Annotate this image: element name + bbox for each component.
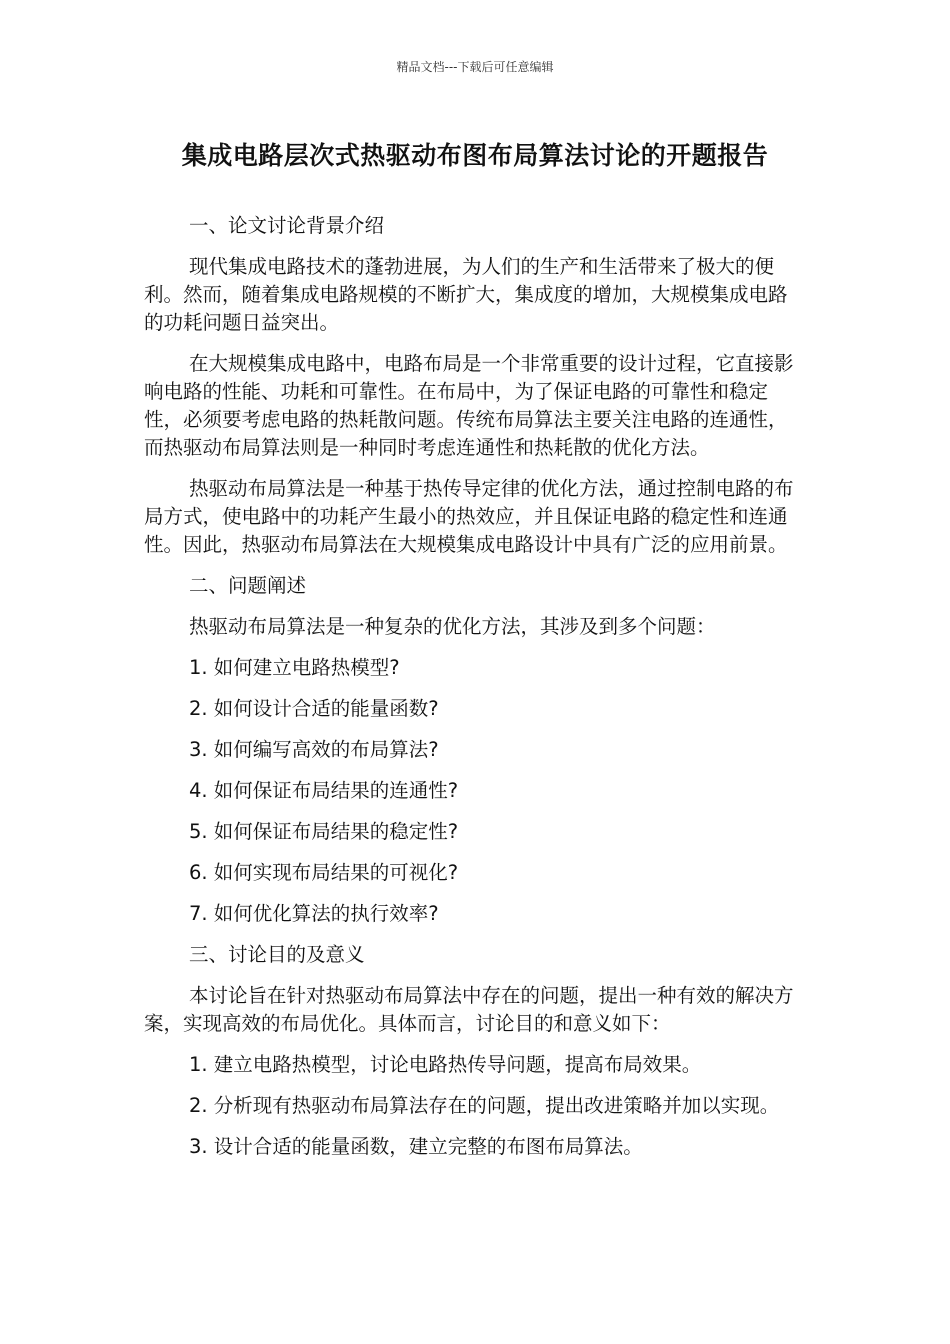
list-item: 7. 如何优化算法的执行效率? — [189, 902, 439, 925]
list-item: 6. 如何实现布局结果的可视化? — [189, 861, 459, 884]
list-item: 2. 分析现有热驱动布局算法存在的问题，提出改进策略并加以实现。 — [189, 1094, 780, 1117]
paragraph-problem-intro: 热驱动布局算法是一种复杂的优化方法，其涉及到多个问题： — [189, 615, 716, 638]
list-item: 3. 设计合适的能量函数，建立完整的布图布局算法。 — [189, 1135, 643, 1158]
section-heading-problem: 二、问题阐述 — [189, 574, 307, 597]
paragraph-background-1: 现代集成电路技术的蓬勃进展，为人们的生产和生活带来了极大的便利。然而，随着集成电路规模的不断扩大，集成度的增加，大规模集成电路的功耗问题日益突出。 — [144, 255, 788, 334]
list-item: 1. 如何建立电路热模型? — [189, 656, 400, 679]
page-header: 精品文档---下载后可任意编辑 — [396, 60, 554, 74]
document-title: 集成电路层次式热驱动布图布局算法讨论的开题报告 — [181, 141, 769, 170]
list-item: 3. 如何编写高效的布局算法? — [189, 738, 439, 761]
section-heading-background: 一、论文讨论背景介绍 — [189, 214, 385, 237]
list-item: 2. 如何设计合适的能量函数? — [189, 697, 439, 720]
paragraph-background-3: 热驱动布局算法是一种基于热传导定律的优化方法，通过控制电路的布局方式，使电路中的功耗产生最小的热效应，并且保证电路的稳定性和连通性。因此，热驱动布局算法在大规模集成电路设计中具有广泛的应用前景。 — [144, 477, 794, 556]
paragraph-purpose-intro: 本讨论旨在针对热驱动布局算法中存在的问题，提出一种有效的解决方案，实现高效的布局优化。具体而言，讨论目的和意义如下： — [144, 984, 794, 1035]
list-item: 1. 建立电路热模型，讨论电路热传导问题，提高布局效果。 — [189, 1053, 702, 1076]
section-heading-purpose: 三、讨论目的及意义 — [189, 943, 365, 966]
paragraph-background-2: 在大规模集成电路中，电路布局是一个非常重要的设计过程，它直接影响电路的性能、功耗和可靠性。在布局中，为了保证电路的可靠性和稳定性，必须要考虑电路的热耗散问题。传统布局算法主要关注电路的连通性，而热驱动布局算法则是一种同时考虑连通性和热耗散的优化方法。 — [144, 352, 794, 459]
list-item: 5. 如何保证布局结果的稳定性? — [189, 820, 459, 843]
list-item: 4. 如何保证布局结果的连通性? — [189, 779, 459, 802]
document-body — [144, 212, 794, 1174]
